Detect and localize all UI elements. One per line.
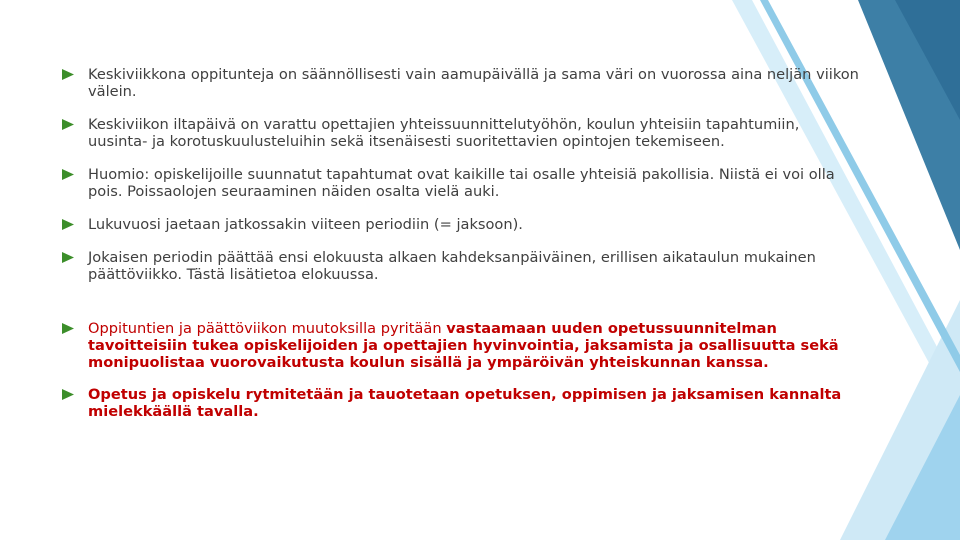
triangle-right-icon <box>62 323 74 334</box>
bullet-item <box>62 249 862 283</box>
bullet-text-bold: vastaamaan uuden opetussuunnitelman tavoitteisiin tukea opiskelijoiden ja opettajien hyvinvointia, jaksamista ja osallisuutta sekä monipuolistaa vuorovaikutusta koulun sisällä ja ympäröivän yhteiskunnan kanssa. <box>88 320 839 371</box>
bullet-item <box>62 216 862 233</box>
bullet-list <box>62 66 862 420</box>
bullet-text: Huomio: opiskelijoille suunnatut tapahtumat ovat kaikille tai osalle yhteisiä pakollisia. Niistä ei voi olla pois. Poissaolojen seuraaminen näiden osalta vielä auki. <box>88 166 835 200</box>
bullet-text: Lukuvuosi jaetaan jatkossakin viiteen periodiin (= jaksoon). <box>88 216 523 233</box>
triangle-right-icon <box>62 219 74 230</box>
triangle-right-icon <box>62 119 74 130</box>
triangle-right-icon <box>62 69 74 80</box>
bullet-item-emphasis <box>62 320 862 371</box>
triangle-right-icon <box>62 252 74 263</box>
bullet-item <box>62 66 862 100</box>
bullet-text: Keskiviikkona oppitunteja on säännöllisesti vain aamupäivällä ja sama väri on vuorossa aina neljän viikon välein. <box>88 66 859 100</box>
bullet-text-lead: Oppituntien ja päättöviikon muutoksilla pyritään <box>88 320 447 337</box>
triangle-right-icon <box>62 389 74 400</box>
bullet-text: Keskiviikon iltapäivä on varattu opettajien yhteissuunnittelutyöhön, koulun yhteisiin tapahtumiin, uusinta- ja korotuskuulusteluihin sekä itsenäisesti suoritettavien opintojen tekemiseen. <box>88 116 800 150</box>
bullet-text: Jokaisen periodin päättää ensi elokuusta alkaen kahdeksanpäiväinen, erillisen aikataulun mukainen päättöviikko. Tästä lisätietoa elokuussa. <box>88 249 816 283</box>
bullet-text-bold: Opetus ja opiskelu rytmitetään ja tauotetaan opetuksen, oppimisen ja jaksamisen kannalta mielekkäällä tavalla. <box>88 386 842 420</box>
triangle-right-icon <box>62 169 74 180</box>
bullet-item-emphasis <box>62 386 862 420</box>
bullet-item <box>62 166 862 200</box>
bullet-item <box>62 116 862 150</box>
